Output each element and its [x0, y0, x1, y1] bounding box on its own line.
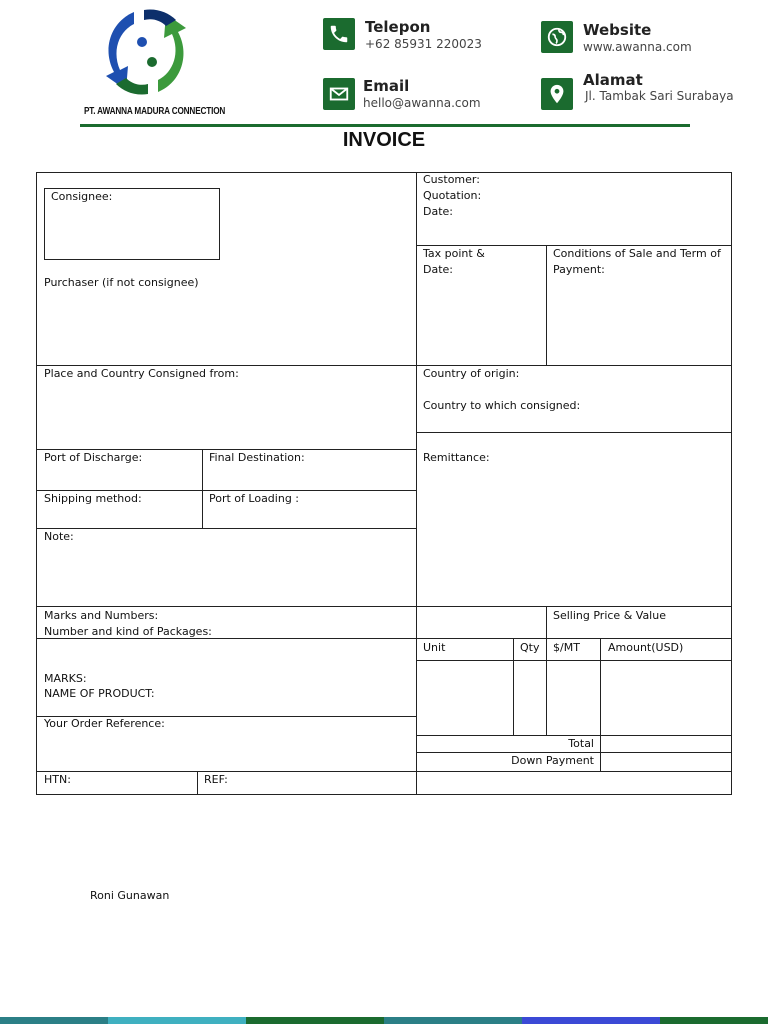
final-destination-label: Final Destination: [209, 451, 305, 464]
order-ref-label: Your Order Reference: [44, 717, 165, 730]
footer-bar-6 [660, 1017, 768, 1024]
purchaser-label: Purchaser (if not consignee) [44, 276, 199, 289]
address-title: Alamat [583, 71, 643, 89]
company-logo [96, 4, 196, 100]
country-consigned-label: Country to which consigned: [423, 399, 581, 412]
ref-label: REF: [204, 773, 228, 786]
footer-bar-1 [0, 1017, 108, 1024]
place-country-label: Place and Country Consigned from: [44, 367, 239, 380]
header-divider [80, 124, 690, 127]
mail-icon [323, 78, 355, 110]
phone-title: Telepon [365, 18, 431, 36]
col-qty: Qty [520, 641, 540, 654]
port-loading-label: Port of Loading : [209, 492, 300, 505]
country-origin-label: Country of origin: [423, 367, 520, 380]
port-discharge-label: Port of Discharge: [44, 451, 143, 464]
date-label: Date: [423, 205, 453, 218]
marks-numbers-label: Marks and Numbers: [44, 609, 159, 622]
name-product-label: NAME OF PRODUCT: [44, 687, 155, 700]
htn-label: HTN: [44, 773, 71, 786]
company-name: PT. AWANNA MADURA CONNECTION [84, 106, 226, 117]
customer-label: Customer: [423, 173, 480, 186]
globe-icon [541, 21, 573, 53]
phone-value[interactable]: +62 85931 220023 [365, 37, 482, 51]
address-value: Jl. Tambak Sari Surabaya [585, 89, 734, 103]
footer-bar-3 [246, 1017, 384, 1024]
selling-price-label: Selling Price & Value [553, 609, 666, 622]
quotation-label: Quotation: [423, 189, 482, 202]
phone-icon [323, 18, 355, 50]
marks-label: MARKS: [44, 672, 87, 685]
signature-name: Roni Gunawan [90, 889, 170, 902]
footer-bar-4 [384, 1017, 522, 1024]
shipping-method-label: Shipping method: [44, 492, 142, 505]
consignee-label: Consignee: [51, 190, 113, 203]
number-kind-label: Number and kind of Packages: [44, 625, 212, 638]
payment-label: Payment: [553, 263, 605, 276]
down-payment-label: Down Payment [511, 754, 594, 767]
tax-date-label: Date: [423, 263, 453, 276]
email-value[interactable]: hello@awanna.com [363, 96, 481, 110]
website-value[interactable]: www.awanna.com [583, 40, 692, 54]
col-amount: Amount(USD) [608, 641, 684, 654]
email-title: Email [363, 77, 410, 95]
tax-point-label: Tax point & [423, 247, 485, 260]
page-title: INVOICE [342, 129, 426, 151]
remittance-label: Remittance: [423, 451, 490, 464]
col-unit: Unit [423, 641, 446, 654]
footer-bar-2 [108, 1017, 246, 1024]
total-label: Total [568, 737, 594, 750]
location-pin-icon [541, 78, 573, 110]
website-title: Website [583, 21, 652, 39]
note-label: Note: [44, 530, 74, 543]
footer-bar-5 [522, 1017, 660, 1024]
conditions-label: Conditions of Sale and Term of [553, 247, 721, 260]
col-per-mt: $/MT [553, 641, 580, 654]
